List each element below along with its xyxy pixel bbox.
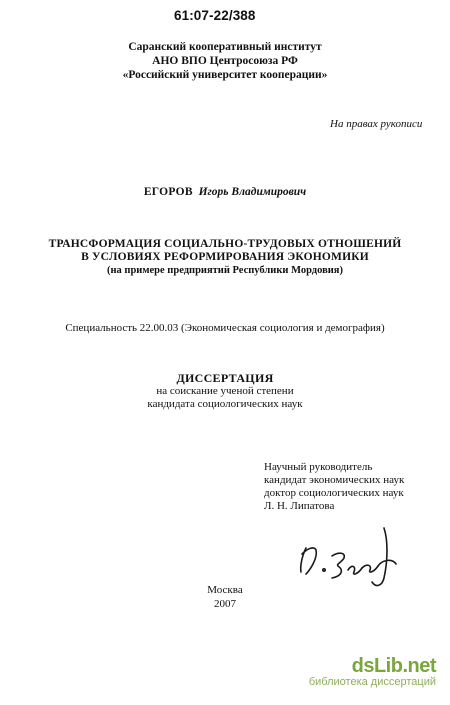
author-given-name: Игорь Владимирович (198, 186, 307, 198)
watermark (309, 655, 436, 688)
rights-note: На правах рукописи (330, 118, 423, 130)
advisor-signature (292, 520, 412, 592)
watermark-tagline: библиотека диссертаций (308, 676, 436, 688)
advisor-block (264, 461, 404, 513)
dissertation-title (0, 238, 450, 277)
watermark-logo: dsLib.net (351, 655, 436, 677)
title-line: В УСЛОВИЯХ РЕФОРМИРОВАНИЯ ЭКОНОМИКИ (81, 251, 369, 263)
year: 2007 (214, 598, 236, 610)
advisor-line: Научный руководитель (264, 461, 373, 473)
author-name (0, 186, 450, 198)
place: Москва (207, 584, 243, 596)
place-and-year (0, 583, 450, 611)
catalog-number: 61:07-22/388 (174, 8, 256, 23)
institution-line: Саранский кооперативный институт (128, 41, 322, 53)
advisor-line: доктор социологических наук (264, 487, 404, 499)
dissertation-heading: ДИССЕРТАЦИЯ (176, 371, 274, 385)
degree-line: на соискание ученой степени (156, 385, 294, 397)
title-line: ТРАНСФОРМАЦИЯ СОЦИАЛЬНО-ТРУДОВЫХ ОТНОШЕНИЙ (48, 238, 402, 250)
advisor-line: кандидат экономических наук (264, 474, 405, 486)
author-surname: ЕГОРОВ (143, 186, 193, 198)
title-subtitle: (на примере предприятий Республики Мордовия) (107, 265, 343, 276)
dissertation-block (0, 372, 450, 411)
degree-line: кандидата социологических наук (147, 398, 303, 410)
institution-block (0, 40, 450, 82)
institution-line: АНО ВПО Центросоюза РФ (152, 55, 298, 67)
advisor-name: Л. Н. Липатова (264, 500, 335, 512)
institution-line: «Российский университет кооперации» (122, 69, 328, 81)
specialty: Специальность 22.00.03 (Экономическая социология и демография) (65, 322, 385, 334)
